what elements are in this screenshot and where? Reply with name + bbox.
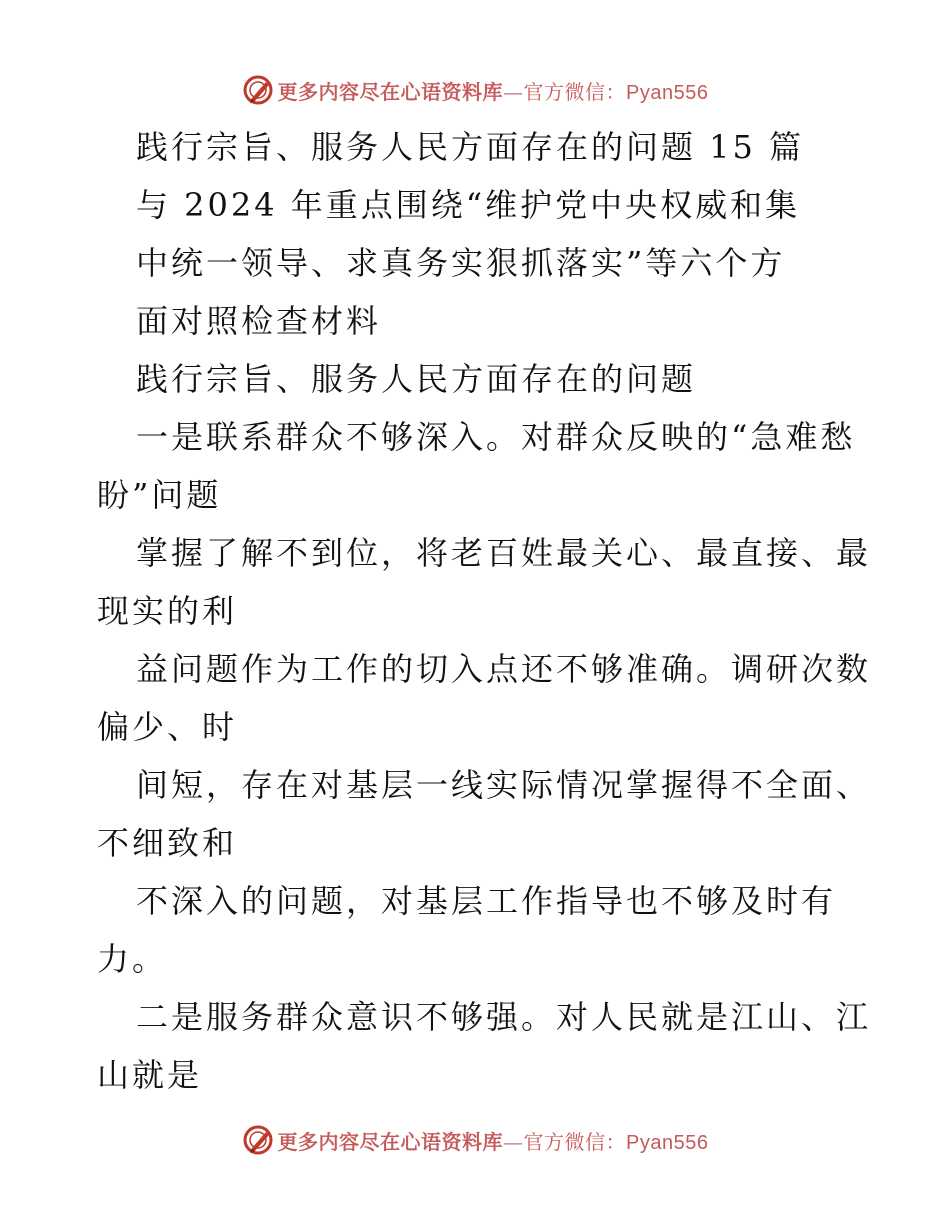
banner-wechat: 官方微信：Pyan556 xyxy=(523,1131,709,1154)
text-line: 间短，存在对基层一线实际情况掌握得不全面、 xyxy=(136,766,872,804)
text-line: 偏少、时 xyxy=(97,708,238,746)
banner-separator: — xyxy=(503,79,524,104)
text-line: 中统一领导、求真务实狠抓落实”等六个方 xyxy=(136,244,786,282)
text-line: 益问题作为工作的切入点还不够准确。调研次数 xyxy=(136,650,872,688)
text-line: 盼”问题 xyxy=(97,476,222,514)
banner-text xyxy=(278,1126,709,1155)
banner-separator: — xyxy=(503,1129,524,1154)
footer-banner xyxy=(0,1120,950,1160)
header-banner xyxy=(0,70,950,110)
text-line: 一是联系群众不够深入。对群众反映的“急难愁 xyxy=(136,418,856,456)
text-line: 不细致和 xyxy=(97,824,238,862)
text-line: 二是服务群众意识不够强。对人民就是江山、江 xyxy=(136,998,872,1036)
text-line: 力。 xyxy=(97,940,168,978)
banner-text xyxy=(278,76,709,105)
text-line: 山就是 xyxy=(97,1056,203,1094)
text-line: 践行宗旨、服务人民方面存在的问题 xyxy=(136,360,697,398)
text-line: 与 2024 年重点围绕“维护党中央权威和集 xyxy=(136,186,801,224)
banner-title: 更多内容尽在心语资料库 xyxy=(277,1129,504,1154)
pen-logo-icon xyxy=(242,74,274,106)
text-line: 不深入的问题，对基层工作指导也不够及时有 xyxy=(136,882,837,920)
pen-logo-icon xyxy=(242,1124,274,1156)
banner-wechat: 官方微信：Pyan556 xyxy=(523,81,709,104)
text-line: 现实的利 xyxy=(97,592,238,630)
text-line: 掌握了解不到位，将老百姓最关心、最直接、最 xyxy=(136,534,872,572)
text-line: 面对照检查材料 xyxy=(136,302,382,340)
text-line: 践行宗旨、服务人民方面存在的问题 15 篇 xyxy=(136,128,805,166)
banner-title: 更多内容尽在心语资料库 xyxy=(277,79,504,104)
